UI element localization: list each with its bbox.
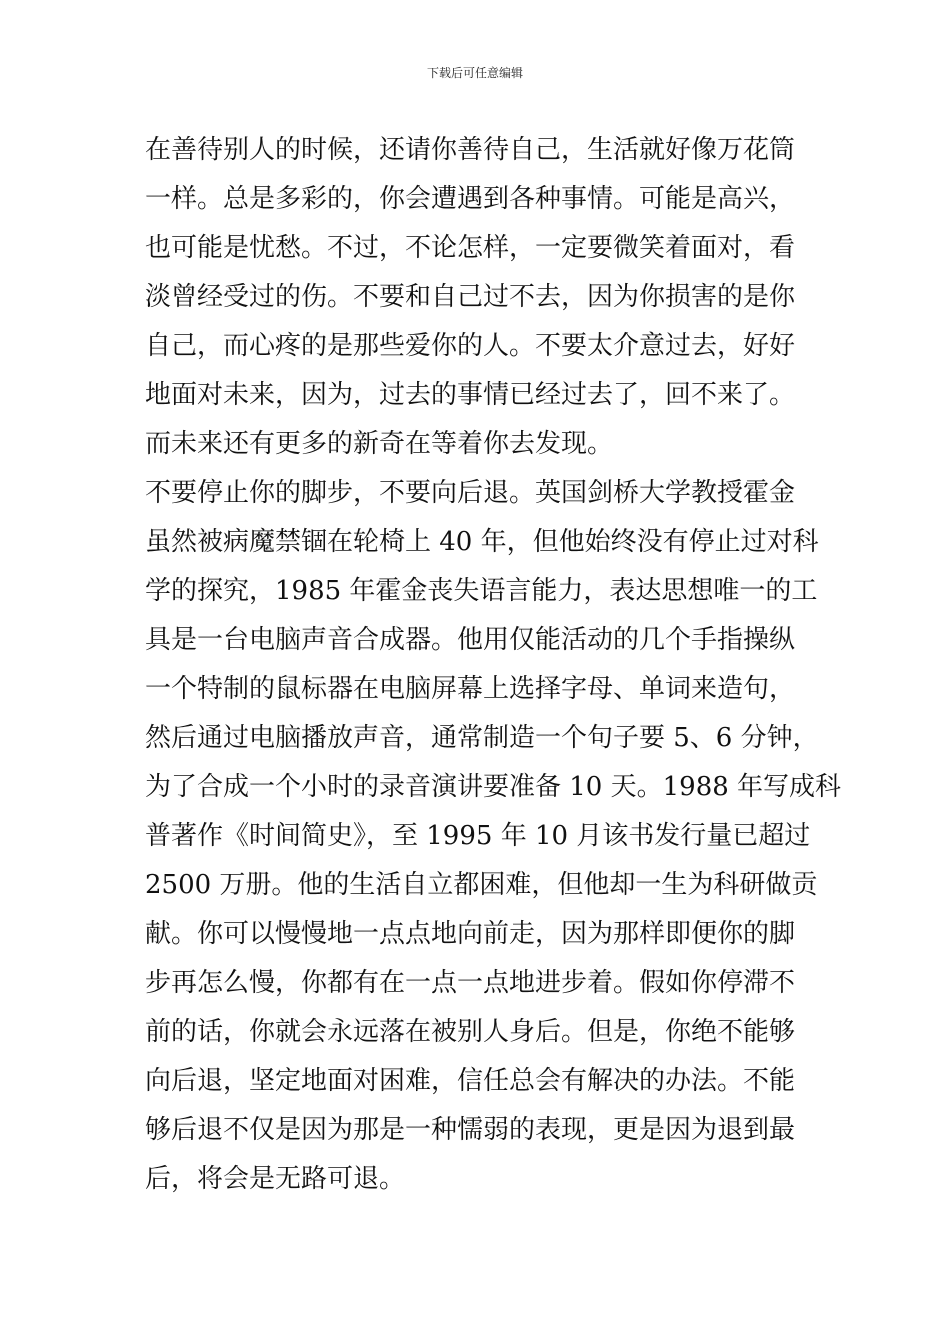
text-line: 步再怎么慢，你都有在一点一点地进步着。假如你停滞不 — [145, 968, 796, 998]
body-text — [145, 126, 842, 1204]
text-line: 普著作《时间简史》，至 1995 年 10 月该书发行量已超过 — [145, 821, 811, 851]
text-line: 地面对未来，因为，过去的事情已经过去了，回不来了。 — [145, 380, 796, 410]
text-line: 一样。总是多彩的，你会遭遇到各种事情。可能是高兴， — [145, 184, 796, 214]
text-line: 淡曾经受过的伤。不要和自己过不去，因为你损害的是你 — [145, 282, 796, 312]
text-line: 在善待别人的时候，还请你善待自己，生活就好像万花筒 — [145, 135, 796, 165]
text-line: 够后退不仅是因为那是一种懦弱的表现，更是因为退到最 — [145, 1115, 796, 1145]
page-header: 下载后可任意编辑 — [426, 66, 523, 80]
text-line: 为了合成一个小时的录音演讲要准备 10 天。1988 年写成科 — [145, 772, 842, 802]
text-line: 学的探究，1985 年霍金丧失语言能力，表达思想唯一的工 — [145, 576, 818, 606]
text-line: 而未来还有更多的新奇在等着你去发现。 — [145, 429, 614, 459]
text-line: 也可能是忧愁。不过，不论怎样，一定要微笑着面对，看 — [145, 233, 796, 263]
text-line: 自己，而心疼的是那些爱你的人。不要太介意过去，好好 — [145, 331, 796, 361]
text-line: 不要停止你的脚步，不要向后退。英国剑桥大学教授霍金 — [145, 478, 796, 508]
text-line: 具是一台电脑声音合成器。他用仅能活动的几个手指操纵 — [145, 625, 796, 655]
text-line: 然后通过电脑播放声音，通常制造一个句子要 5、6 分钟， — [145, 723, 819, 753]
text-line: 后，将会是无路可退。 — [145, 1164, 406, 1194]
text-line: 向后退，坚定地面对困难，信任总会有解决的办法。不能 — [145, 1066, 796, 1096]
text-line: 献。你可以慢慢地一点点地向前走，因为那样即便你的脚 — [145, 919, 796, 949]
text-line: 2500 万册。他的生活自立都困难，但他却一生为科研做贡 — [145, 870, 818, 900]
text-line: 一个特制的鼠标器在电脑屏幕上选择字母、单词来造句， — [145, 674, 796, 704]
text-line: 前的话，你就会永远落在被别人身后。但是，你绝不能够 — [145, 1017, 796, 1047]
text-line: 虽然被病魔禁锢在轮椅上 40 年，但他始终没有停止过对科 — [145, 527, 819, 557]
